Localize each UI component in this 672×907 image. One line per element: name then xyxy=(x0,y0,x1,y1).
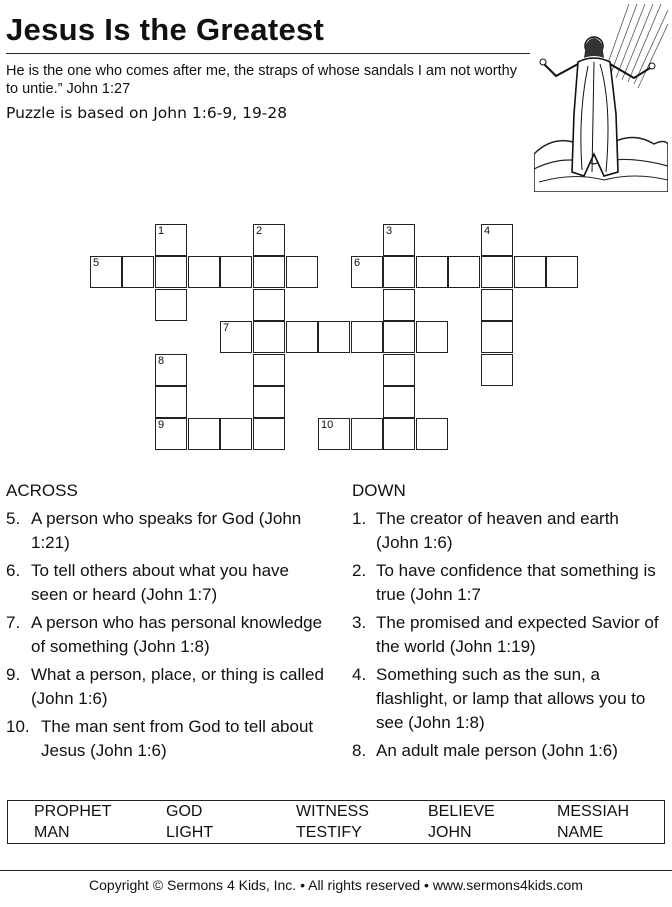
clue-num: 3. xyxy=(352,613,367,632)
crossword-cell[interactable] xyxy=(155,289,187,321)
word-bank-item: LIGHT xyxy=(166,824,214,841)
clue-text: An adult male person (John 1:6) xyxy=(376,741,618,760)
clue-number: 1 xyxy=(158,225,165,237)
crossword-cell[interactable] xyxy=(351,256,383,288)
word-bank-item: JOHN xyxy=(428,824,472,841)
crossword-cell[interactable] xyxy=(383,386,415,418)
crossword-cell[interactable] xyxy=(481,256,513,288)
crossword-cell[interactable] xyxy=(383,321,415,353)
clue-number: 6 xyxy=(354,257,361,269)
clue-number: 2 xyxy=(256,225,263,237)
crossword-cell[interactable] xyxy=(416,418,448,450)
clue-text: A person who speaks for God (John 1:21) xyxy=(31,509,302,552)
down-clue xyxy=(352,663,666,735)
clue-num: 6. xyxy=(6,561,21,580)
clue-num: 4. xyxy=(352,665,367,684)
clue-num: 1. xyxy=(352,509,367,528)
crossword-cell[interactable] xyxy=(253,418,285,450)
clue-num: 7. xyxy=(6,613,21,632)
crossword-cell[interactable] xyxy=(514,256,546,288)
down-heading: DOWN xyxy=(352,481,406,500)
crossword-cell[interactable] xyxy=(220,321,252,353)
crossword-cell[interactable] xyxy=(155,256,187,288)
crossword-cell[interactable] xyxy=(318,418,350,450)
crossword-cell[interactable] xyxy=(383,224,415,256)
crossword-cell[interactable] xyxy=(90,256,122,288)
word-bank-item: TESTIFY xyxy=(296,824,362,841)
word-bank-item: NAME xyxy=(557,824,604,841)
crossword-cell[interactable] xyxy=(220,418,252,450)
crossword-cell[interactable] xyxy=(253,289,285,321)
clue-num: 2. xyxy=(352,561,367,580)
crossword-cell[interactable] xyxy=(383,354,415,386)
crossword-cell[interactable] xyxy=(253,386,285,418)
footer-divider xyxy=(0,870,672,871)
crossword-cell[interactable] xyxy=(318,321,350,353)
crossword-cell[interactable] xyxy=(481,289,513,321)
crossword-cell[interactable] xyxy=(416,256,448,288)
crossword-cell[interactable] xyxy=(546,256,578,288)
page-title: Jesus Is the Greatest xyxy=(6,12,325,47)
copyright-text: Copyright © Sermons 4 Kids, Inc. • All rights reserved • www.sermons4kids.com xyxy=(89,877,583,893)
down-clue xyxy=(352,559,666,607)
down-clue xyxy=(352,611,666,659)
scripture-basis: Puzzle is based on John 1:6-9, 19-28 xyxy=(6,104,288,122)
clue-text: What a person, place, or thing is called (John 1:6) xyxy=(31,665,324,708)
word-bank-item: MAN xyxy=(34,824,70,841)
clue-num: 5. xyxy=(6,509,21,528)
word-bank-item: MESSIAH xyxy=(557,803,630,820)
crossword-cell[interactable] xyxy=(481,224,513,256)
clue-number: 7 xyxy=(223,322,230,334)
word-bank-item: WITNESS xyxy=(296,803,369,820)
word-bank-item: BELIEVE xyxy=(428,803,495,820)
word-bank xyxy=(7,800,665,844)
crossword-cell[interactable] xyxy=(448,256,480,288)
clue-number: 4 xyxy=(484,225,491,237)
clue-num: 9. xyxy=(6,665,21,684)
clue-text: The promised and expected Savior of the world (John 1:19) xyxy=(376,613,659,656)
clue-text: The man sent from God to tell about Jesus (John 1:6) xyxy=(41,717,314,760)
clue-number: 5 xyxy=(93,257,100,269)
crossword-cell[interactable] xyxy=(188,418,220,450)
crossword-cell[interactable] xyxy=(481,321,513,353)
across-clue xyxy=(6,715,326,763)
clue-number: 8 xyxy=(158,355,165,367)
crossword-cell[interactable] xyxy=(155,224,187,256)
down-clue xyxy=(352,739,666,763)
crossword-cell[interactable] xyxy=(188,256,220,288)
crossword-cell[interactable] xyxy=(220,256,252,288)
crossword-cell[interactable] xyxy=(351,321,383,353)
across-clue xyxy=(6,611,326,659)
clue-num: 10. xyxy=(6,717,30,736)
clue-text: A person who has personal knowledge of something (John 1:8) xyxy=(31,613,323,656)
crossword-cell[interactable] xyxy=(253,256,285,288)
clue-number: 9 xyxy=(158,419,165,431)
clue-number: 10 xyxy=(321,419,334,431)
word-bank-item: GOD xyxy=(166,803,203,820)
down-clue xyxy=(352,507,666,555)
crossword-cell[interactable] xyxy=(351,418,383,450)
crossword-cell[interactable] xyxy=(383,256,415,288)
crossword-cell[interactable] xyxy=(253,224,285,256)
across-clue xyxy=(6,663,326,711)
crossword-cell[interactable] xyxy=(286,256,318,288)
crossword-cell[interactable] xyxy=(383,289,415,321)
clue-text: To have confidence that something is true (John 1:7 xyxy=(376,561,656,604)
across-clue xyxy=(6,559,326,607)
crossword-cell[interactable] xyxy=(122,256,154,288)
clue-text: Something such as the sun, a flashlight, or lamp that allows you to see (John 1:8) xyxy=(376,665,646,732)
clue-num: 8. xyxy=(352,741,367,760)
crossword-cell[interactable] xyxy=(155,418,187,450)
crossword-cell[interactable] xyxy=(286,321,318,353)
crossword-cell[interactable] xyxy=(155,354,187,386)
crossword-cell[interactable] xyxy=(155,386,187,418)
crossword-cell[interactable] xyxy=(416,321,448,353)
crossword-cell[interactable] xyxy=(481,354,513,386)
word-bank-item: PROPHET xyxy=(34,803,112,820)
down-clue-list xyxy=(352,507,666,763)
crossword-cell[interactable] xyxy=(253,354,285,386)
verse-text: He is the one who comes after me, the straps of whose sandals I am not worthy to untie.” John 1:27 xyxy=(6,63,517,97)
across-heading: ACROSS xyxy=(6,481,78,500)
crossword-cell[interactable] xyxy=(383,418,415,450)
across-clue-list xyxy=(6,507,326,763)
crossword-cell[interactable] xyxy=(253,321,285,353)
clue-number: 3 xyxy=(386,225,393,237)
clue-text: The creator of heaven and earth (John 1:6) xyxy=(376,509,619,552)
clue-text: To tell others about what you have seen or heard (John 1:7) xyxy=(31,561,289,604)
across-clue xyxy=(6,507,326,555)
